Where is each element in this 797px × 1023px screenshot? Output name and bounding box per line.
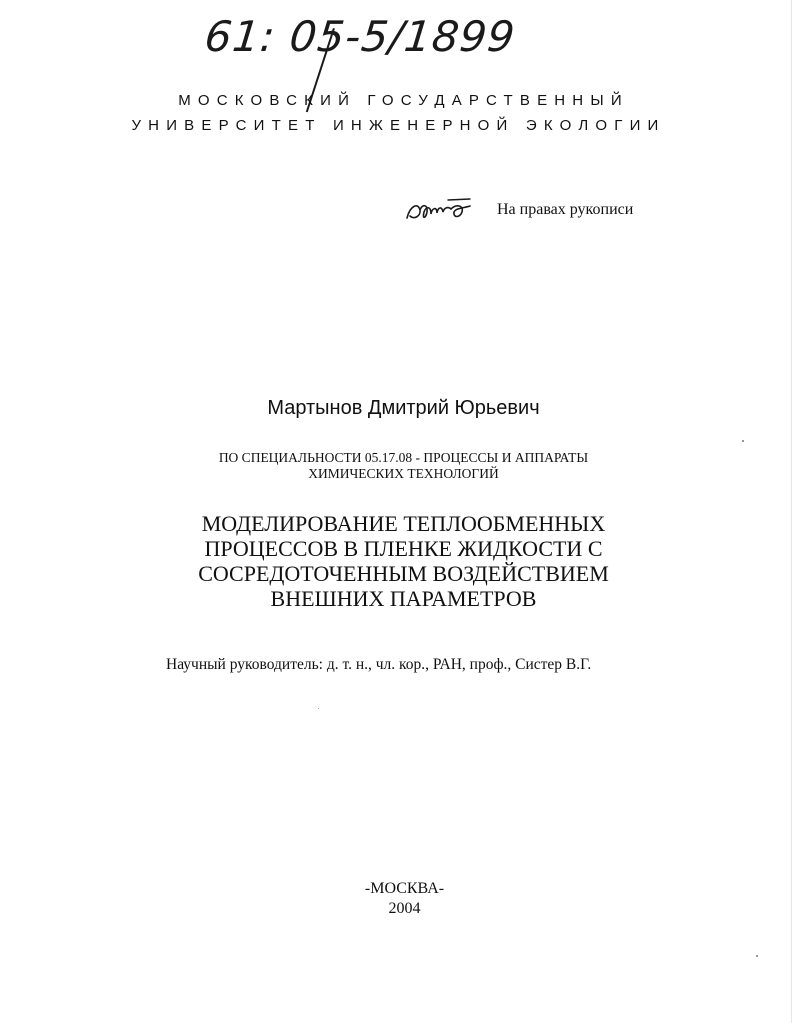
scan-edge-line [791, 0, 792, 1023]
university-name-line-2: УНИВЕРСИТЕТ ИНЖЕНЕРНОЙ ЭКОЛОГИИ [131, 117, 666, 134]
handwritten-catalog-code: 61: 05-5/1899 [202, 12, 518, 61]
manuscript-rights-note: На правах рукописи [497, 201, 634, 218]
thesis-title-line-4: ВНЕШНИХ ПАРАМЕТРОВ [270, 586, 537, 611]
thesis-title-line-1: МОДЕЛИРОВАНИЕ ТЕПЛООБМЕННЫХ [201, 511, 606, 536]
thesis-title-line-3: СОСРЕДОТОЧЕННЫМ ВОЗДЕЙСТВИЕМ [198, 561, 609, 586]
handwritten-signature [404, 196, 474, 228]
specialty-line-1: ПО СПЕЦИАЛЬНОСТИ 05.17.08 - ПРОЦЕССЫ И АППАРАТЫ [218, 450, 589, 465]
specialty-block [0, 450, 797, 482]
city-label: -МОСКВА- [364, 880, 445, 897]
year-label: 2004 [388, 900, 421, 917]
specialty-line-2: ХИМИЧЕСКИХ ТЕХНОЛОГИЙ [308, 466, 499, 481]
university-name-line-1: МОСКОВСКИЙ ГОСУДАРСТВЕННЫЙ [178, 92, 629, 109]
thesis-title [0, 511, 797, 611]
scientific-supervisor: Научный руководитель: д. т. н., чл. кор., РАН, проф., Систер В.Г. [166, 656, 592, 673]
scan-speck [318, 708, 319, 709]
author-name: Мартынов Дмитрий Юрьевич [267, 397, 540, 419]
scan-speck [756, 955, 758, 957]
scan-speck [742, 440, 744, 442]
thesis-title-line-2: ПРОЦЕССОВ В ПЛЕНКЕ ЖИДКОСТИ С [204, 536, 603, 561]
